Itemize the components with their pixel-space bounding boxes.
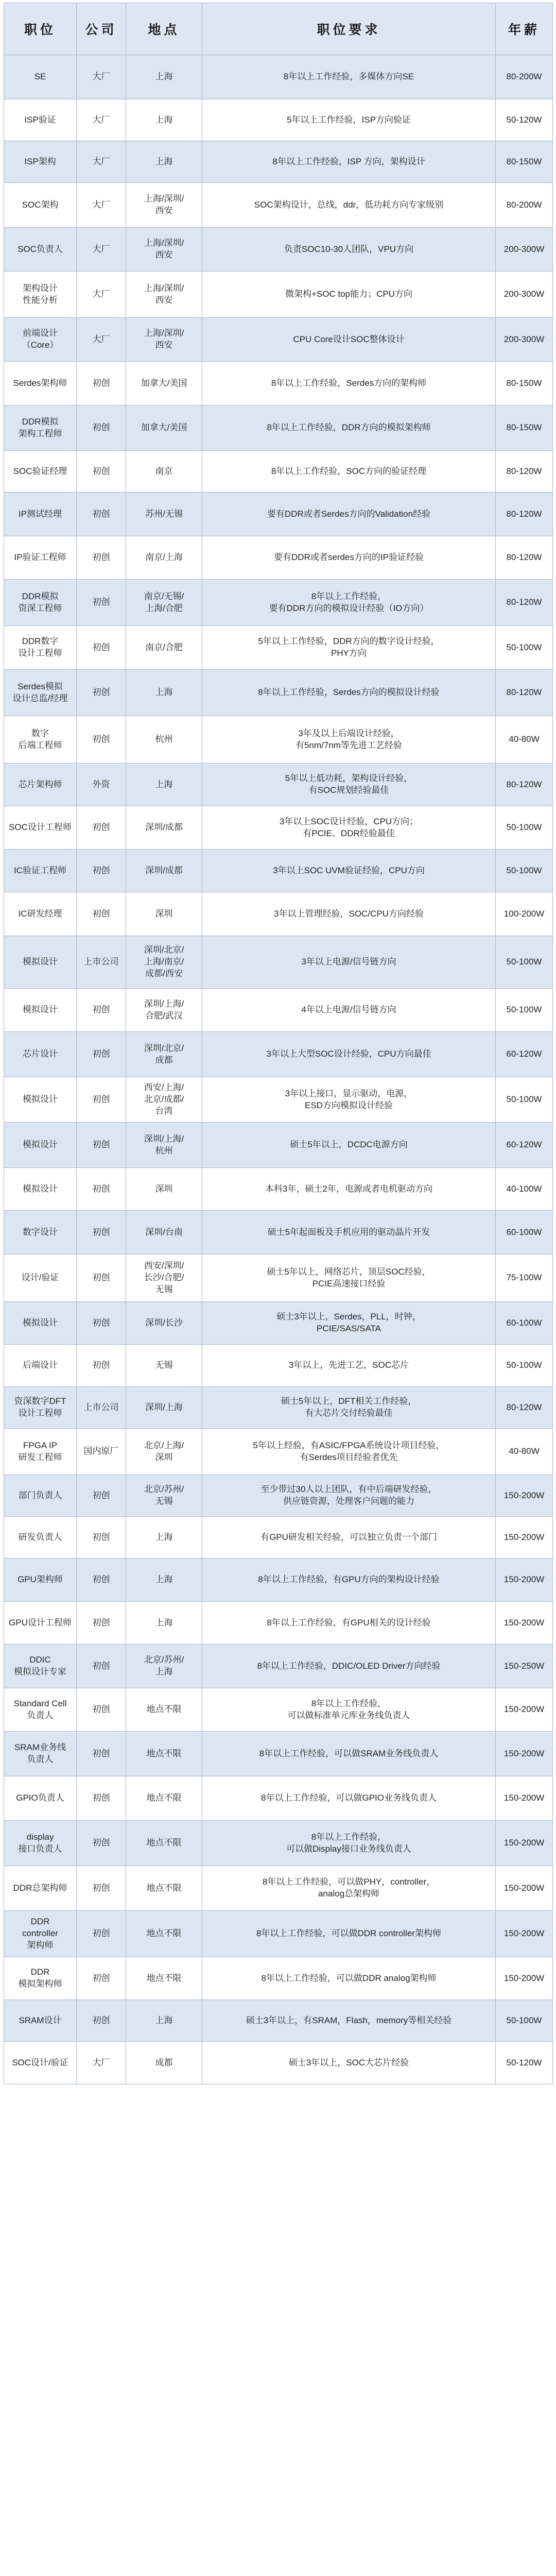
table-row xyxy=(4,1302,553,1345)
table-row xyxy=(4,716,553,764)
job-requirement: 8年以上工作经验， 可以做标准单元库业务线负责人 xyxy=(202,1688,496,1732)
job-salary: 60-100W xyxy=(496,1211,553,1255)
job-location: 上海 xyxy=(126,55,202,99)
job-location: 深圳/成都 xyxy=(126,806,202,850)
job-salary: 150-200W xyxy=(496,1558,553,1602)
job-title: SOC负责人 xyxy=(4,228,77,272)
job-location: 北京/上海/ 深圳 xyxy=(126,1429,202,1475)
job-requirement: 8年以上工作经验，可以做SRAM业务线负责人 xyxy=(202,1732,496,1776)
job-location: 地点不限 xyxy=(126,1821,202,1866)
job-location: 上海 xyxy=(126,764,202,806)
job-company: 初创 xyxy=(77,1211,126,1255)
job-location: 西安/上海/ 北京/成都/ 台湾 xyxy=(126,1077,202,1123)
job-location: 杭州 xyxy=(126,716,202,764)
job-company: 初创 xyxy=(77,1688,126,1732)
job-title: GPIO负责人 xyxy=(4,1776,77,1821)
job-title: 架构设计 性能分析 xyxy=(4,272,77,318)
job-company: 大厂 xyxy=(77,318,126,362)
job-company: 初创 xyxy=(77,1517,126,1558)
job-requirement: 硕士3年以上，Serdes，PLL，时钟， PCIE/SAS/SATA xyxy=(202,1302,496,1345)
job-location: 深圳/北京/ 成都 xyxy=(126,1032,202,1077)
job-location: 上海 xyxy=(126,2000,202,2042)
job-location: 无锡 xyxy=(126,1345,202,1387)
job-company: 大厂 xyxy=(77,99,126,141)
table-row xyxy=(4,318,553,362)
table-row xyxy=(4,1821,553,1866)
job-location: 地点不限 xyxy=(126,1866,202,1911)
job-title: 部门负责人 xyxy=(4,1475,77,1517)
table-row xyxy=(4,1776,553,1821)
job-company: 大厂 xyxy=(77,228,126,272)
job-salary: 80-200W xyxy=(496,183,553,228)
job-salary: 50-120W xyxy=(496,99,553,141)
job-title: SOC架构 xyxy=(4,183,77,228)
job-title: Standard Cell 负责人 xyxy=(4,1688,77,1732)
job-company: 大厂 xyxy=(77,272,126,318)
job-company: 初创 xyxy=(77,1032,126,1077)
job-salary: 50-100W xyxy=(496,936,553,989)
job-requirement: 硕士5年以上，DFT相关工作经验， 有大芯片交付经验最佳 xyxy=(202,1387,496,1429)
job-salary: 150-200W xyxy=(496,1957,553,2000)
job-requirement: 8年以上工作经验，DDR方向的模拟架构师 xyxy=(202,405,496,451)
job-title: 模拟设计 xyxy=(4,1168,77,1211)
job-company: 初创 xyxy=(77,892,126,936)
job-salary: 50-100W xyxy=(496,806,553,850)
table-row xyxy=(4,1077,553,1123)
job-title: ISP架构 xyxy=(4,141,77,183)
job-location: 上海 xyxy=(126,670,202,716)
job-title: display 接口负责人 xyxy=(4,1821,77,1866)
table-row xyxy=(4,670,553,716)
job-company: 初创 xyxy=(77,1168,126,1211)
job-location: 地点不限 xyxy=(126,1957,202,2000)
job-company: 大厂 xyxy=(77,2042,126,2084)
job-company: 初创 xyxy=(77,1911,126,1957)
job-requirement: 本科3年，硕士2年，电源或者电机驱动方向 xyxy=(202,1168,496,1211)
table-row xyxy=(4,850,553,892)
job-title: DDIC 模拟设计专家 xyxy=(4,1645,77,1688)
job-title: Serdes模拟 设计总监/经理 xyxy=(4,670,77,716)
job-company: 大厂 xyxy=(77,141,126,183)
table-row xyxy=(4,272,553,318)
job-title: Serdes架构师 xyxy=(4,362,77,405)
table-row xyxy=(4,228,553,272)
job-requirement: 3年以上SOC UVM验证经验，CPU方向 xyxy=(202,850,496,892)
job-requirement: 3年以上，先进工艺，SOC芯片 xyxy=(202,1345,496,1387)
table-row xyxy=(4,55,553,99)
job-salary: 80-120W xyxy=(496,451,553,493)
job-location: 地点不限 xyxy=(126,1776,202,1821)
job-requirement: 8年以上工作经验， 要有DDR方向的模拟设计经验（IO方向） xyxy=(202,580,496,626)
table-row xyxy=(4,626,553,670)
job-title: GPU架构师 xyxy=(4,1558,77,1602)
job-requirement: 硕士5年起面板及手机应用的驱动晶片开发 xyxy=(202,1211,496,1255)
job-title: 模拟设计 xyxy=(4,989,77,1032)
job-salary: 80-120W xyxy=(496,1387,553,1429)
job-title: DDR总架构师 xyxy=(4,1866,77,1911)
job-title: 芯片设计 xyxy=(4,1032,77,1077)
job-title: IC研发经理 xyxy=(4,892,77,936)
job-requirement: 要有DDR或者Serdes方向的Validation经验 xyxy=(202,493,496,536)
job-location: 深圳/成都 xyxy=(126,850,202,892)
job-salary: 150-200W xyxy=(496,1688,553,1732)
job-salary: 50-100W xyxy=(496,850,553,892)
job-location: 上海 xyxy=(126,1517,202,1558)
job-table xyxy=(4,3,553,2084)
job-requirement: 8年以上工作经验，可以做DDR controller架构师 xyxy=(202,1911,496,1957)
job-company: 初创 xyxy=(77,536,126,580)
table-row xyxy=(4,1211,553,1255)
job-salary: 50-120W xyxy=(496,2042,553,2084)
job-location: 地点不限 xyxy=(126,1911,202,1957)
job-company: 初创 xyxy=(77,1821,126,1866)
job-salary: 200-300W xyxy=(496,228,553,272)
job-company: 初创 xyxy=(77,451,126,493)
job-location: 北京/苏州/ 无锡 xyxy=(126,1475,202,1517)
table-row xyxy=(4,1123,553,1168)
job-company: 初创 xyxy=(77,1957,126,2000)
job-company: 初创 xyxy=(77,1123,126,1168)
job-salary: 40-100W xyxy=(496,1168,553,1211)
job-title: IP测试经理 xyxy=(4,493,77,536)
table-row xyxy=(4,1911,553,1957)
job-salary: 50-100W xyxy=(496,989,553,1032)
job-company: 初创 xyxy=(77,2000,126,2042)
job-location: 地点不限 xyxy=(126,1688,202,1732)
job-location: 加拿大/美国 xyxy=(126,362,202,405)
header-title: 职位 xyxy=(4,3,77,55)
job-title: DDR 模拟架构师 xyxy=(4,1957,77,2000)
job-company: 初创 xyxy=(77,1255,126,1302)
job-company: 初创 xyxy=(77,405,126,451)
job-salary: 80-150W xyxy=(496,362,553,405)
table-row xyxy=(4,1255,553,1302)
job-salary: 50-100W xyxy=(496,626,553,670)
job-company: 初创 xyxy=(77,806,126,850)
job-salary: 80-200W xyxy=(496,55,553,99)
job-salary: 150-200W xyxy=(496,1602,553,1645)
job-requirement: 8年以上工作经验，可以做PHY，controller， analog总架构师 xyxy=(202,1866,496,1911)
table-row xyxy=(4,1645,553,1688)
job-title: 模拟设计 xyxy=(4,1123,77,1168)
job-company: 大厂 xyxy=(77,55,126,99)
table-row xyxy=(4,141,553,183)
job-salary: 150-200W xyxy=(496,1821,553,1866)
job-location: 深圳/上海/ 合肥/武汉 xyxy=(126,989,202,1032)
job-title: 前端设计 （Core） xyxy=(4,318,77,362)
job-salary: 100-200W xyxy=(496,892,553,936)
job-requirement: 硕士3年以上，SOC大芯片经验 xyxy=(202,2042,496,2084)
job-company: 初创 xyxy=(77,1645,126,1688)
job-salary: 150-200W xyxy=(496,1776,553,1821)
job-salary: 40-80W xyxy=(496,716,553,764)
job-salary: 150-200W xyxy=(496,1866,553,1911)
job-location: 上海 xyxy=(126,141,202,183)
job-company: 初创 xyxy=(77,626,126,670)
job-location: 深圳/台南 xyxy=(126,1211,202,1255)
job-requirement: 8年以上工作经验，可以做DDR analog架构师 xyxy=(202,1957,496,2000)
job-salary: 60-120W xyxy=(496,1032,553,1077)
header-location: 地点 xyxy=(126,3,202,55)
table-row xyxy=(4,2042,553,2084)
job-location: 加拿大/美国 xyxy=(126,405,202,451)
header-requirements: 职位要求 xyxy=(202,3,496,55)
table-row xyxy=(4,1345,553,1387)
job-requirement: 5年以上工作经验，ISP方向验证 xyxy=(202,99,496,141)
job-title: 数字 后端工程师 xyxy=(4,716,77,764)
job-salary: 75-100W xyxy=(496,1255,553,1302)
job-location: 深圳 xyxy=(126,892,202,936)
job-salary: 50-100W xyxy=(496,1077,553,1123)
job-requirement: 8年以上工作经验，有GPU方向的架构设计经验 xyxy=(202,1558,496,1602)
job-location: 深圳/上海/ 杭州 xyxy=(126,1123,202,1168)
job-requirement: 硕士3年以上，有SRAM，Flash，memory等相关经验 xyxy=(202,2000,496,2042)
job-salary: 60-120W xyxy=(496,1123,553,1168)
job-location: 西安/深圳/ 长沙/合肥/ 无锡 xyxy=(126,1255,202,1302)
job-requirement: 8年以上工作经验，Serdes方向的架构师 xyxy=(202,362,496,405)
table-row xyxy=(4,1957,553,2000)
table-row xyxy=(4,1032,553,1077)
job-salary: 60-100W xyxy=(496,1302,553,1345)
job-requirement: 3年以上大型SOC设计经验，CPU方向最佳 xyxy=(202,1032,496,1077)
job-title: SRAM设计 xyxy=(4,2000,77,2042)
table-row xyxy=(4,1602,553,1645)
table-row xyxy=(4,936,553,989)
job-requirement: 8年以上工作经验，SOC方向的验证经理 xyxy=(202,451,496,493)
table-row xyxy=(4,1475,553,1517)
job-salary: 50-100W xyxy=(496,1345,553,1387)
table-row xyxy=(4,362,553,405)
table-row xyxy=(4,1866,553,1911)
job-requirement: 3年以上SOC设计经验，CPU方向； 有PCIE、DDR经验最佳 xyxy=(202,806,496,850)
job-company: 初创 xyxy=(77,1077,126,1123)
job-title: SRAM业务线 负责人 xyxy=(4,1732,77,1776)
job-title: ISP验证 xyxy=(4,99,77,141)
job-title: IP验证工程师 xyxy=(4,536,77,580)
job-salary: 80-120W xyxy=(496,764,553,806)
table-row xyxy=(4,1732,553,1776)
job-requirement: 5年以上工作经验，DDR方向的数字设计经验， PHY方向 xyxy=(202,626,496,670)
table-row xyxy=(4,892,553,936)
job-requirement: 4年以上电源/信号链方向 xyxy=(202,989,496,1032)
job-salary: 40-80W xyxy=(496,1429,553,1475)
job-company: 初创 xyxy=(77,989,126,1032)
job-company: 初创 xyxy=(77,1866,126,1911)
job-location: 上海/深圳/ 西安 xyxy=(126,228,202,272)
job-requirement: 硕士5年以上，网络芯片，顶层SOC经验， PCIE高速接口经验 xyxy=(202,1255,496,1302)
job-company: 上市公司 xyxy=(77,936,126,989)
table-row xyxy=(4,1688,553,1732)
table-row xyxy=(4,99,553,141)
table-row xyxy=(4,989,553,1032)
job-salary: 150-250W xyxy=(496,1645,553,1688)
job-requirement: 有GPU研发相关经验，可以独立负责一个部门 xyxy=(202,1517,496,1558)
job-company: 外资 xyxy=(77,764,126,806)
job-title: FPGA IP 研发工程师 xyxy=(4,1429,77,1475)
job-salary: 150-200W xyxy=(496,1517,553,1558)
job-title: GPU设计工程师 xyxy=(4,1602,77,1645)
job-location: 地点不限 xyxy=(126,1732,202,1776)
job-title: DDR controller 架构师 xyxy=(4,1911,77,1957)
job-company: 初创 xyxy=(77,362,126,405)
job-requirement: 硕士5年以上，DCDC电源方向 xyxy=(202,1123,496,1168)
job-requirement: SOC架构设计，总线，ddr，低功耗方向专家级别 xyxy=(202,183,496,228)
job-requirement: 3年以上管理经验，SOC/CPU方向经验 xyxy=(202,892,496,936)
job-company: 国内原厂 xyxy=(77,1429,126,1475)
job-salary: 150-200W xyxy=(496,1732,553,1776)
table-row xyxy=(4,806,553,850)
job-title: DDR模拟 架构工程师 xyxy=(4,405,77,451)
job-title: SE xyxy=(4,55,77,99)
job-salary: 200-300W xyxy=(496,272,553,318)
job-location: 上海/深圳/ 西安 xyxy=(126,183,202,228)
job-company: 初创 xyxy=(77,1732,126,1776)
job-requirement: 8年以上工作经验，可以做GPIO业务线负责人 xyxy=(202,1776,496,1821)
job-requirement: 至少带过30人以上团队，有中后端研发经验， 供应链资源，处理客户问题的能力 xyxy=(202,1475,496,1517)
table-body xyxy=(4,55,553,2084)
job-location: 成都 xyxy=(126,2042,202,2084)
job-company: 初创 xyxy=(77,1475,126,1517)
job-title: 模拟设计 xyxy=(4,1302,77,1345)
job-location: 上海/深圳/ 西安 xyxy=(126,318,202,362)
job-company: 初创 xyxy=(77,1302,126,1345)
table-row xyxy=(4,183,553,228)
header-salary: 年薪 xyxy=(496,3,553,55)
job-requirement: 3年及以上后端设计经验， 有5nm/7nm等先进工艺经验 xyxy=(202,716,496,764)
table-row xyxy=(4,405,553,451)
job-salary: 80-150W xyxy=(496,405,553,451)
job-title: 设计/验证 xyxy=(4,1255,77,1302)
job-location: 苏州/无锡 xyxy=(126,493,202,536)
job-location: 南京/无锡/ 上海/合肥 xyxy=(126,580,202,626)
job-location: 南京/上海 xyxy=(126,536,202,580)
job-location: 上海 xyxy=(126,99,202,141)
job-title: 后端设计 xyxy=(4,1345,77,1387)
job-title: 模拟设计 xyxy=(4,1077,77,1123)
job-salary: 50-100W xyxy=(496,2000,553,2042)
job-location: 南京/合肥 xyxy=(126,626,202,670)
job-title: SOC设计工程师 xyxy=(4,806,77,850)
job-company: 初创 xyxy=(77,1776,126,1821)
job-salary: 80-120W xyxy=(496,536,553,580)
job-requirement: 3年以上电源/信号链方向 xyxy=(202,936,496,989)
table-row xyxy=(4,580,553,626)
job-requirement: 8年以上工作经验， 可以做Display接口业务线负责人 xyxy=(202,1821,496,1866)
job-title: DDR模拟 资深工程师 xyxy=(4,580,77,626)
header-company: 公司 xyxy=(77,3,126,55)
job-company: 上市公司 xyxy=(77,1387,126,1429)
table-row xyxy=(4,2000,553,2042)
table-row xyxy=(4,451,553,493)
job-requirement: 微架构+SOC top能力；CPU方向 xyxy=(202,272,496,318)
table-row xyxy=(4,764,553,806)
job-company: 大厂 xyxy=(77,183,126,228)
job-location: 深圳/北京/ 上海/南京/ 成都/西安 xyxy=(126,936,202,989)
job-company: 初创 xyxy=(77,1602,126,1645)
job-company: 初创 xyxy=(77,1558,126,1602)
job-location: 上海 xyxy=(126,1558,202,1602)
job-salary: 80-120W xyxy=(496,670,553,716)
job-location: 深圳/长沙 xyxy=(126,1302,202,1345)
job-location: 上海 xyxy=(126,1602,202,1645)
job-requirement: 8年以上工作经验，有GPU相关的设计经验 xyxy=(202,1602,496,1645)
job-title: 模拟设计 xyxy=(4,936,77,989)
job-requirement: 8年以上工作经验，多媒体方向SE xyxy=(202,55,496,99)
job-requirement: 要有DDR或者serdes方向的IP验证经验 xyxy=(202,536,496,580)
job-title: 资深数字DFT 设计工程师 xyxy=(4,1387,77,1429)
job-requirement: 8年以上工作经验，DDIC/OLED Driver方向经验 xyxy=(202,1645,496,1688)
job-title: 研发负责人 xyxy=(4,1517,77,1558)
table-row xyxy=(4,1387,553,1429)
job-requirement: 负责SOC10-30人团队，VPU方向 xyxy=(202,228,496,272)
job-requirement: 8年以上工作经验，ISP 方向，架构设计 xyxy=(202,141,496,183)
job-salary: 200-300W xyxy=(496,318,553,362)
table-row xyxy=(4,1517,553,1558)
job-salary: 150-200W xyxy=(496,1911,553,1957)
job-requirement: 5年以上低功耗，架构设计经验， 有SOC规划经验最佳 xyxy=(202,764,496,806)
job-requirement: 8年以上工作经验，Serdes方向的模拟设计经验 xyxy=(202,670,496,716)
job-salary: 80-150W xyxy=(496,141,553,183)
job-title: 数字设计 xyxy=(4,1211,77,1255)
job-title: SOC验证经理 xyxy=(4,451,77,493)
job-title: IC验证工程师 xyxy=(4,850,77,892)
job-salary: 80-120W xyxy=(496,493,553,536)
job-location: 深圳 xyxy=(126,1168,202,1211)
table-row xyxy=(4,493,553,536)
job-location: 深圳/上海 xyxy=(126,1387,202,1429)
job-location: 上海/深圳/ 西安 xyxy=(126,272,202,318)
job-title: 芯片架构师 xyxy=(4,764,77,806)
job-title: DDR数字 设计工程师 xyxy=(4,626,77,670)
job-requirement: CPU Core设计SOC整体设计 xyxy=(202,318,496,362)
job-salary: 150-200W xyxy=(496,1475,553,1517)
job-company: 初创 xyxy=(77,716,126,764)
table-row xyxy=(4,1558,553,1602)
job-location: 南京 xyxy=(126,451,202,493)
job-title: SOC设计/验证 xyxy=(4,2042,77,2084)
table-row xyxy=(4,1429,553,1475)
job-requirement: 3年以上接口，显示驱动，电源， ESD方向模拟设计经验 xyxy=(202,1077,496,1123)
job-company: 初创 xyxy=(77,850,126,892)
job-company: 初创 xyxy=(77,493,126,536)
table-header-row xyxy=(4,3,553,55)
job-company: 初创 xyxy=(77,670,126,716)
job-company: 初创 xyxy=(77,1345,126,1387)
job-location: 北京/苏州/ 上海 xyxy=(126,1645,202,1688)
table-row xyxy=(4,536,553,580)
table-row xyxy=(4,1168,553,1211)
job-company: 初创 xyxy=(77,580,126,626)
job-salary: 80-120W xyxy=(496,580,553,626)
job-requirement: 5年以上经验，有ASIC/FPGA系统设计项目经验， 有Serdes项目经验者优先 xyxy=(202,1429,496,1475)
